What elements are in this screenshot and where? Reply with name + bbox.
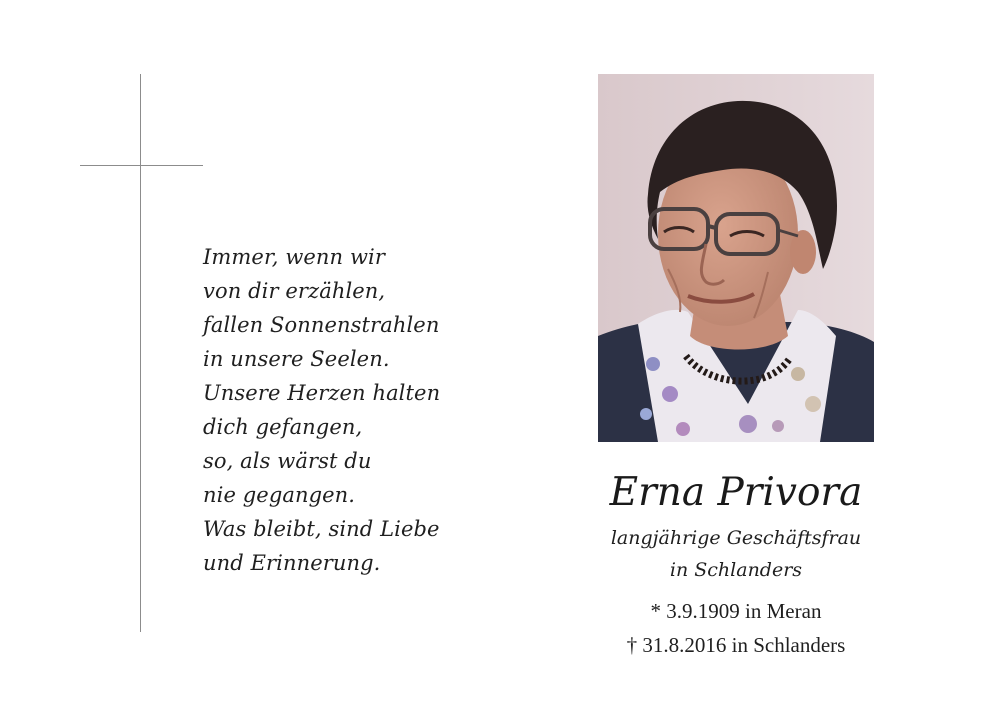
poem-line: Unsere Herzen halten bbox=[203, 381, 441, 405]
portrait-illustration bbox=[598, 74, 874, 442]
cross-vertical-line bbox=[140, 74, 141, 632]
obituary-details bbox=[590, 468, 882, 662]
birth-date: * 3.9.1909 in Meran bbox=[650, 599, 822, 623]
poem-line: Was bleibt, sind Liebe bbox=[203, 517, 440, 541]
death-date: † 31.8.2016 in Schlanders bbox=[626, 633, 846, 657]
poem-line: in unsere Seelen. bbox=[203, 347, 390, 371]
poem-line: Immer, wenn wir bbox=[203, 245, 385, 269]
portrait-photo bbox=[598, 74, 874, 442]
poem bbox=[203, 240, 533, 580]
occupation: langjährige Geschäftsfrau bbox=[610, 527, 862, 549]
poem-line: von dir erzählen, bbox=[203, 279, 386, 303]
poem-line: fallen Sonnenstrahlen bbox=[203, 313, 440, 337]
cross-horizontal-line bbox=[80, 165, 203, 166]
poem-line: nie gegangen. bbox=[203, 483, 356, 507]
deceased-name: Erna Privora bbox=[609, 470, 863, 515]
poem-line: und Erinnerung. bbox=[203, 551, 381, 575]
poem-line: so, als wärst du bbox=[203, 449, 372, 473]
residence: in Schlanders bbox=[669, 559, 803, 581]
poem-line: dich gefangen, bbox=[203, 415, 363, 439]
